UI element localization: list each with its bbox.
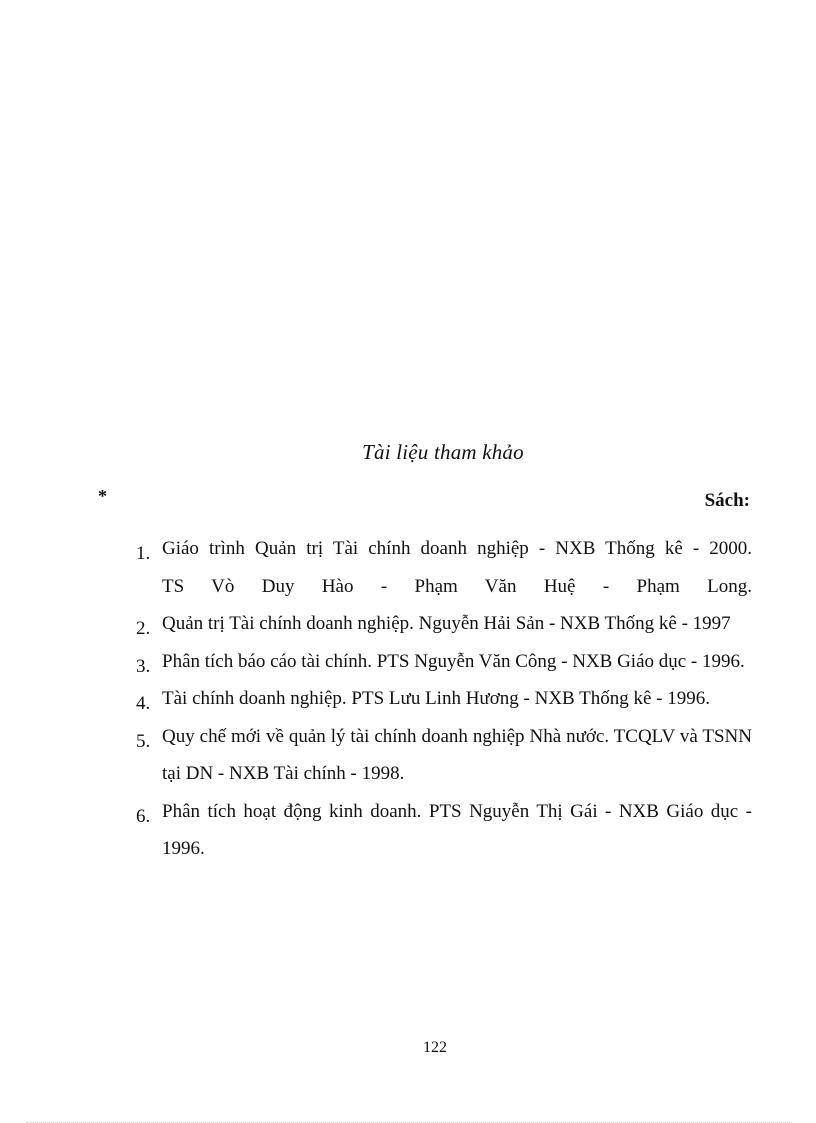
page-number: 122 bbox=[423, 1039, 447, 1056]
reference-number: 2. bbox=[136, 618, 151, 639]
reference-item bbox=[136, 793, 752, 868]
reference-text: Phân tích báo cáo tài chính. PTS Nguyễn Văn Công - NXB Giáo dục - 1996. bbox=[162, 650, 745, 672]
bullet-marker: * bbox=[98, 486, 107, 506]
reference-text-line: Giáo trình Quản trị Tài chính doanh nghiệp - NXB Thống kê - 2000. bbox=[162, 538, 752, 559]
reference-text: Phân tích hoạt động kinh doanh. PTS Nguyễn Thị Gái - NXB Giáo dục - 1996. bbox=[162, 800, 752, 859]
reference-text-line: TS Vò Duy Hào - Phạm Văn Huệ - Phạm Long. bbox=[162, 575, 752, 597]
section-label: Sách: bbox=[704, 490, 750, 511]
reference-number: 4. bbox=[136, 693, 151, 714]
reference-item bbox=[136, 643, 752, 681]
page-title: Tài liệu tham khảo bbox=[362, 440, 524, 464]
reference-item bbox=[136, 718, 752, 793]
reference-item bbox=[136, 605, 752, 643]
reference-number: 6. bbox=[136, 805, 151, 827]
reference-text: Quy chế mới về quản lý tài chính doanh nghiệp Nhà nước. TCQLV và TSNN tại DN - NXB Tài chính - 1998. bbox=[162, 725, 752, 784]
reference-number: 1. bbox=[136, 543, 151, 564]
reference-item bbox=[136, 680, 752, 718]
reference-text: Quản trị Tài chính doanh nghiệp. Nguyễn Hải Sản - NXB Thống kê - 1997 bbox=[162, 613, 731, 634]
reference-text: Tài chính doanh nghiệp. PTS Lưu Linh Hương - NXB Thống kê - 1996. bbox=[162, 688, 710, 709]
reference-number: 3. bbox=[136, 655, 151, 677]
reference-item bbox=[136, 530, 752, 605]
reference-number: 5. bbox=[136, 730, 151, 752]
reference-list bbox=[136, 530, 752, 868]
